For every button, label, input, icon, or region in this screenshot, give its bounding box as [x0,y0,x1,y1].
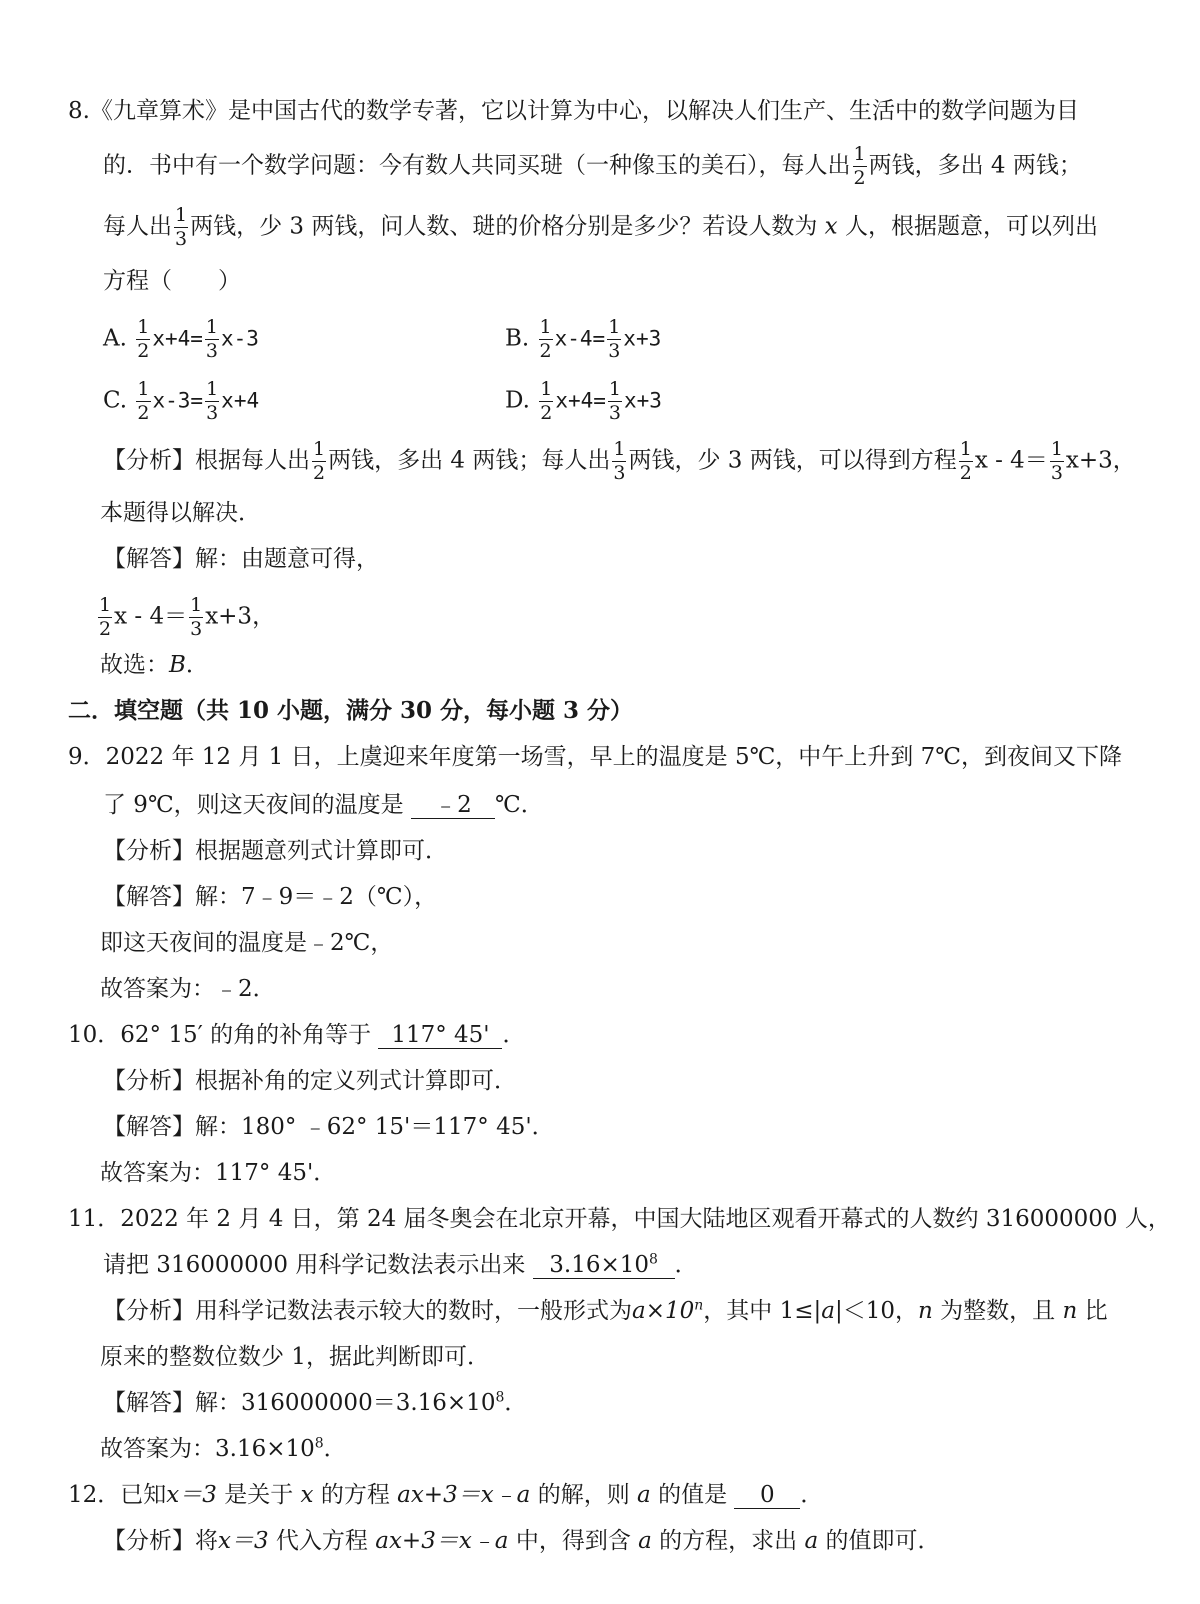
q8-option-d: D. $\frac{1}{2}$ x+4= $\frac{1}{3}$ x+3 [505,378,662,424]
q11-line2: 请把 316000000 用科学记数法表示出来 $3.16\times 10^8$ ． [103,1251,698,1278]
answer-blank: 0 [734,1482,800,1509]
fraction-one-half: $\frac{1}{2}$ [853,143,866,189]
option-label: D. [505,387,530,414]
q11-analysis-line2: 原来的整数位数少 1，据此判断即可． [100,1344,490,1370]
analysis-tag: 【分析】 [103,1068,195,1094]
q8-option-a: A. $\frac{1}{2}$ x+4= $\frac{1}{3}$ x-3 [103,316,259,362]
answer-blank: $3.16\times 10^8$ [533,1252,675,1279]
q8-number: 8. [68,98,90,124]
q9-answer: 【解答】解：7﹣9＝﹣2（℃）， [103,884,438,910]
answer-tag: 【解答】 [103,1114,195,1140]
q12-stem: 12．已知x＝3 是关于 x 的方程 ax+3＝x﹣a 的解，则 a 的值是 0 ． [68,1482,824,1508]
q8-equation: $\frac{1}{2}$ x - 4＝ $\frac{1}{3}$ x+3， [99,594,276,640]
q10-final: 故答案为：117° 45'． [100,1160,337,1186]
q11-number: 11． [68,1206,121,1232]
q12-number: 12． [68,1482,121,1508]
q10-answer: 【解答】解：180° ﹣62° 15'＝117° 45'． [103,1114,555,1140]
option-label: B. [505,325,530,352]
q9-line-a: 即这天夜间的温度是﹣2℃， [100,930,394,956]
q11-final: 故答案为：$3.16\times 10^8$． [100,1435,347,1462]
q10-stem: 10．62° 15′ 的角的补角等于 117° 45' ． [68,1022,526,1048]
q8-line4: 方程（ ） [103,268,241,294]
analysis-tag: 【分析】 [103,1298,195,1324]
q9-line-b: 故答案为：﹣2． [100,976,276,1002]
analysis-tag: 【分析】 [103,1528,195,1554]
q8-option-c: C. $\frac{1}{2}$ x-3= $\frac{1}{3}$ x+4 [103,378,260,424]
q8-analysis-line2: 本题得以解决． [100,500,261,526]
q8-answer: 【解答】解：由题意可得， [103,546,379,572]
option-label: C. [103,387,128,414]
answer-tag: 【解答】 [103,546,195,572]
answer-tag: 【解答】 [103,884,195,910]
q8-option-b: B. $\frac{1}{2}$ x-4= $\frac{1}{3}$ x+3 [505,316,662,362]
fraction-one-third: $\frac{1}{3}$ [175,204,188,250]
q8-choice: 故选：B． [100,652,209,678]
q8-line1: 8.《九章算术》是中国古代的数学专著，它以计算为中心，以解决人们生产、生活中的数学问题为目 [68,98,1079,124]
q8-line3: 每人出 $\frac{1}{3}$ 两钱，少 3 两钱，问人数、琎的价格分别是多少？若设人数为 x 人，根据题意，可以列出 [103,204,1098,250]
section-title: 二．填空题（共 10 小题，满分 30 分，每小题 3 分） [68,697,634,724]
answer-blank: 117° 45' [378,1022,502,1049]
q9-number: 9． [68,744,106,770]
analysis-tag: 【分析】 [103,838,195,864]
answer-blank: ﹣2 [411,792,495,819]
q8-line2: 的．书中有一个数学问题：今有数人共同买琎（一种像玉的美石），每人出 $\frac{1}{2}$ 两钱，多出 4 两钱； [103,143,1082,189]
q10-number: 10． [68,1022,121,1048]
q10-analysis: 【分析】根据补角的定义列式计算即可． [103,1068,517,1094]
analysis-tag: 【分析】 [103,447,195,474]
q9-line1: 9．2022 年 12 月 1 日，上虞迎来年度第一场雪，早上的温度是 5℃，中午上升到 7℃，到夜间又下降 [68,744,1122,770]
q12-analysis: 【分析】将x＝3 代入方程 ax+3＝x﹣a 中，得到含 a 的方程，求出 a 的值即可． [103,1528,941,1554]
q11-line1: 11．2022 年 2 月 4 日，第 24 届冬奥会在北京开幕，中国大陆地区观看开幕式的人数约 316000000 人， [68,1206,1171,1232]
q9-line2: 了 9℃，则这天夜间的温度是 ﹣2 ℃． [103,792,544,818]
q8-analysis: 【分析】根据每人出 $\frac{1}{2}$ 两钱，多出 4 两钱；每人出 $\frac{1}{3}$ 两钱，少 3 两钱，可以得到方程 $\frac{1}{2}$ x - 4＝ $\frac{1}{3}$ x+3， [103,438,1136,484]
q11-analysis: 【分析】用科学记数法表示较大的数时，一般形式为$a\times 10^n$，其中 1≤|a|＜10，n 为整数，且 n 比 [103,1297,1108,1324]
option-label: A. [103,325,127,352]
q9-analysis: 【分析】根据题意列式计算即可． [103,838,448,864]
q11-answer: 【解答】解：$316000000=3.16\times 10^8$． [103,1389,528,1416]
answer-tag: 【解答】 [103,1390,195,1416]
